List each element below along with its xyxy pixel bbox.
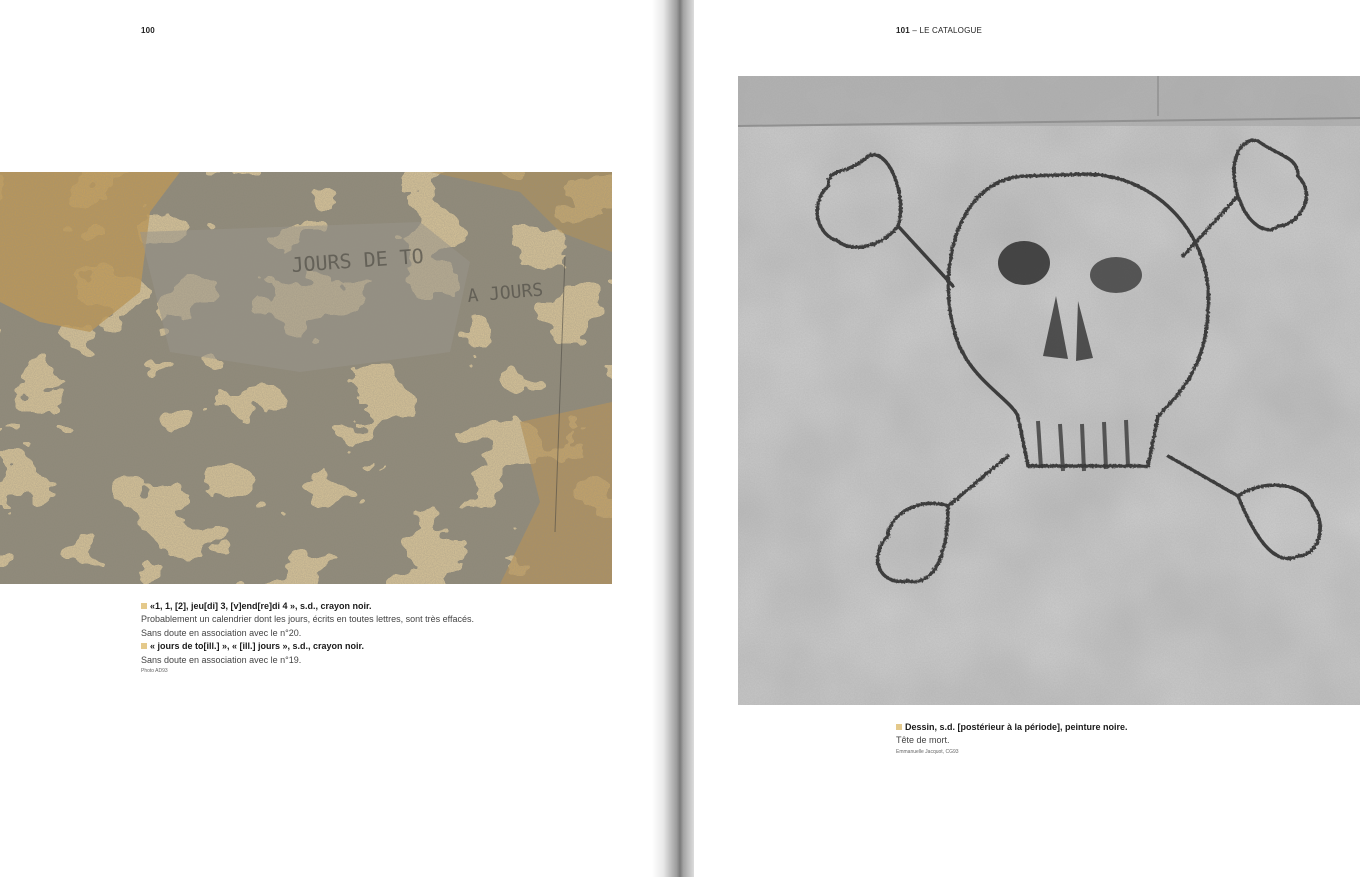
photo-credit-right: Emmanuelle Jacquot, CG93 xyxy=(896,748,959,755)
graffiti-text-1: JOURS DE TO xyxy=(290,243,425,277)
right-page xyxy=(694,0,1360,877)
caption-line: Sans doute en association avec le n°20. xyxy=(141,627,302,638)
caption-block-right xyxy=(896,721,1128,756)
caption-line: Tête de mort. xyxy=(896,735,950,746)
caption-marker-icon xyxy=(141,643,147,649)
photo-credit-left: Photo AD93 xyxy=(141,668,168,675)
left-page xyxy=(0,0,666,877)
skull-and-crossbones-image xyxy=(738,76,1360,705)
caption-line: Probablement un calendrier dont les jours, écrits en toutes lettres, sont très effacés. xyxy=(141,614,475,625)
wall-texture-image xyxy=(0,172,612,584)
graffiti-text-2: A JOURS xyxy=(466,279,545,307)
caption-title-20: « jours de to[ill.] », « [ill.] jours », s.d., crayon noir. xyxy=(141,640,474,653)
caption-line: Sans doute en association avec le n°19. xyxy=(141,654,302,665)
page-number-101: 101 xyxy=(896,26,910,35)
page-number-100: 100 xyxy=(141,26,155,35)
caption-title-skull: Dessin, s.d. [postérieur à la période], peinture noire. xyxy=(896,721,1128,734)
caption-marker-icon xyxy=(896,724,902,730)
folio-right xyxy=(896,26,982,35)
skull-drawing-photo xyxy=(738,76,1360,705)
caption-title-19: «1, 1, [2], jeu[di] 3, [v]end[re]di 4 », s.d., crayon noir. xyxy=(141,600,474,613)
caption-block-left xyxy=(141,600,474,675)
wall-calendar-photo xyxy=(0,172,612,584)
folio-left xyxy=(141,26,155,35)
caption-marker-icon xyxy=(141,603,147,609)
running-head: LE CATALOGUE xyxy=(919,26,983,35)
folio-separator: – xyxy=(909,26,920,35)
